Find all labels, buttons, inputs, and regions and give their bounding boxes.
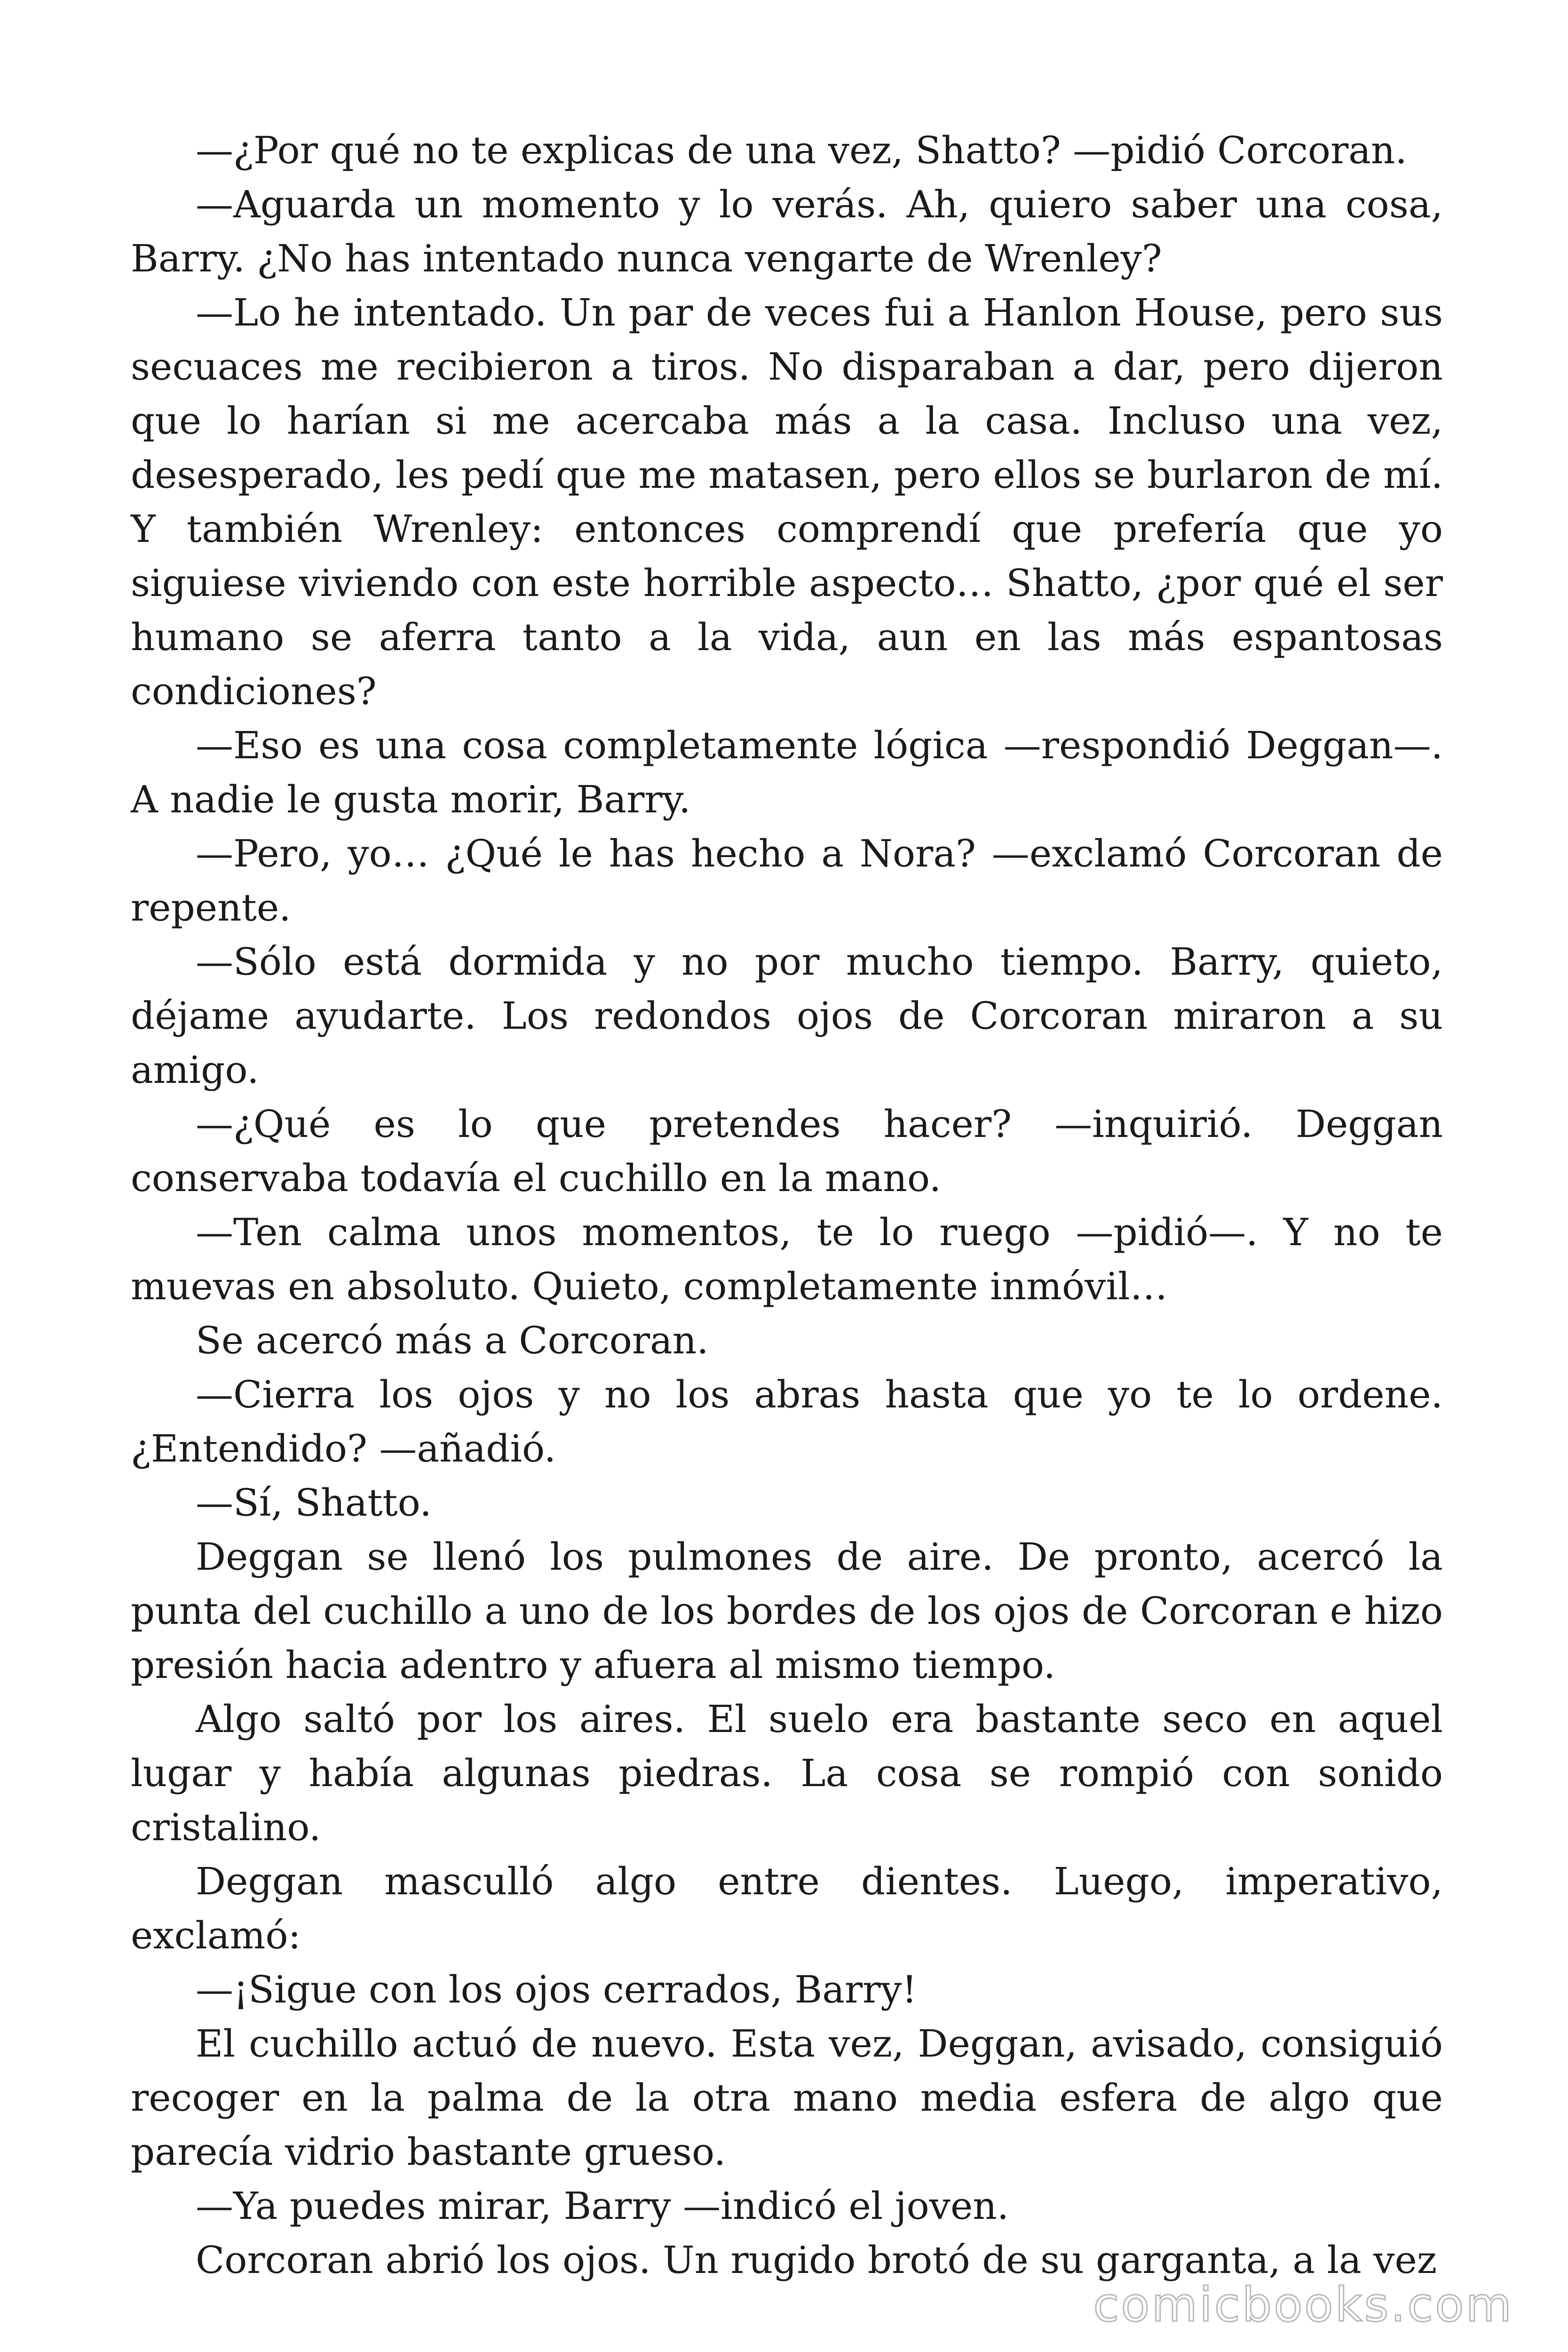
- paragraph: —¿Por qué no te explicas de una vez, Shatto? —pidió Corcoran.: [196, 128, 1407, 172]
- paragraph: Se acercó más a Corcoran.: [196, 1319, 709, 1362]
- paragraph: —Lo he intentado. Un par de veces fui a Hanlon House, pero sus secuaces me recibieron a tiros. No disparaban a dar, pero dijeron que lo harían si me acercaba más a la casa. Incluso una vez, desesperado, les pedí que me matasen, pero ellos se burlaron de mí. Y también Wrenley: entonces comprendí que prefería que yo siguiese viviendo con este horrible aspecto… Shatto, ¿por qué el ser humano se aferra tanto a la vida, aun en las más espantosas condiciones?: [131, 291, 1443, 713]
- paragraph: —¡Sigue con los ojos cerrados, Barry!: [196, 1968, 917, 2011]
- paragraph: —Sí, Shatto.: [196, 1481, 432, 1525]
- paragraph: —¿Qué es lo que pretendes hacer? —inquirió. Deggan conservaba todavía el cuchillo en la mano.: [131, 1102, 1443, 1200]
- paragraph: Algo saltó por los aires. El suelo era bastante seco en aquel lugar y había algunas piedras. La cosa se rompió con sonido cristalino.: [131, 1697, 1443, 1849]
- paragraph: Deggan se llenó los pulmones de aire. De pronto, acercó la punta del cuchillo a uno de los bordes de los ojos de Corcoran e hizo presión hacia adentro y afuera al mismo tiempo.: [131, 1535, 1443, 1687]
- paragraph: —Sólo está dormida y no por mucho tiempo. Barry, quieto, déjame ayudarte. Los redondos ojos de Corcoran miraron a su amigo.: [131, 940, 1443, 1092]
- paragraph: El cuchillo actuó de nuevo. Esta vez, Deggan, avisado, consiguió recoger en la palma de la otra mano media esfera de algo que parecía vidrio bastante grueso.: [131, 2022, 1443, 2174]
- body-text: [131, 123, 1443, 2287]
- paragraph: —Ya puedes mirar, Barry —indicó el joven.: [196, 2184, 1009, 2228]
- paragraph: —Aguarda un momento y lo verás. Ah, quiero saber una cosa, Barry. ¿No has intentado nunca vengarte de Wrenley?: [131, 183, 1443, 280]
- paragraph: Deggan masculló algo entre dientes. Luego, imperativo, exclamó:: [131, 1859, 1443, 1957]
- watermark: comicbooks.com: [1093, 2277, 1513, 2332]
- paragraph: —Pero, yo… ¿Qué le has hecho a Nora? —exclamó Corcoran de repente.: [131, 832, 1443, 930]
- paragraph: —Eso es una cosa completamente lógica —respondió Deggan—. A nadie le gusta morir, Barry.: [131, 723, 1443, 821]
- paragraph: —Ten calma unos momentos, te lo ruego —pidió—. Y no te muevas en absoluto. Quieto, completamente inmóvil…: [131, 1210, 1443, 1308]
- paragraph: —Cierra los ojos y no los abras hasta que yo te lo ordene. ¿Entendido? —añadió.: [131, 1373, 1443, 1470]
- paragraph: Corcoran abrió los ojos. Un rugido brotó de su garganta, a la vez: [196, 2238, 1437, 2282]
